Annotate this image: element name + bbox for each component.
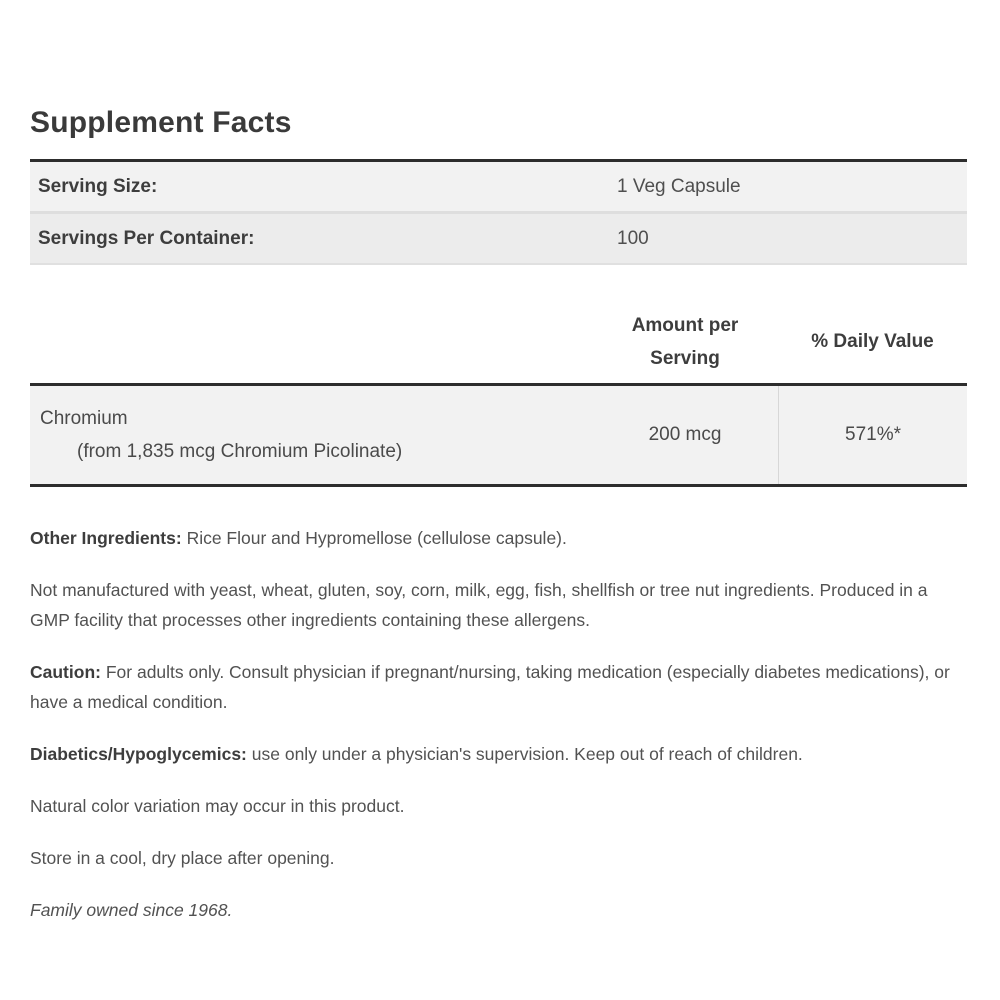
amount-per-serving-header-label: Amount per Serving xyxy=(631,314,739,369)
amount-per-serving-header xyxy=(592,309,778,375)
nutrient-table-bottom-rule xyxy=(30,484,967,487)
nutrient-source-detail: (from 1,835 mcg Chromium Picolinate) xyxy=(77,441,403,462)
other-ingredients-text: Rice Flour and Hypromellose (cellulose capsule). xyxy=(186,528,567,548)
servings-per-container-value: 100 xyxy=(617,227,649,249)
supplement-facts-title: Supplement Facts xyxy=(30,106,292,139)
serving-size-row xyxy=(30,162,967,214)
other-ingredients-paragraph xyxy=(30,523,967,553)
nutrient-name-cell xyxy=(30,386,592,484)
caution-text: For adults only. Consult physician if pregnant/nursing, taking medication (especially diabetes medications), or have a medical condition. xyxy=(30,662,950,712)
allergen-paragraph: Not manufactured with yeast, wheat, gluten, soy, corn, milk, egg, fish, shellfish or tree nut ingredients. Produced in a GMP facility that processes other ingredients containing these allergens. xyxy=(30,580,928,630)
family-owned-note: Family owned since 1968. xyxy=(30,900,233,920)
notes-section xyxy=(30,523,967,925)
nutrient-name: Chromium xyxy=(40,408,128,429)
servings-per-container-row xyxy=(30,214,967,265)
caution-label: Caution: xyxy=(30,662,101,682)
diabetics-paragraph xyxy=(30,739,967,769)
caution-paragraph xyxy=(30,657,967,717)
servings-per-container-label: Servings Per Container: xyxy=(38,227,255,249)
diabetics-label: Diabetics/Hypoglycemics: xyxy=(30,744,247,764)
daily-value-header: % Daily Value xyxy=(811,330,934,352)
serving-size-value: 1 Veg Capsule xyxy=(617,175,741,197)
color-variation-note: Natural color variation may occur in this product. xyxy=(30,796,405,816)
table-row xyxy=(30,386,967,484)
diabetics-text: use only under a physician's supervision. Keep out of reach of children. xyxy=(251,744,803,764)
nutrient-daily-value-cell: 571%* xyxy=(778,386,967,484)
serving-size-label: Serving Size: xyxy=(38,175,158,197)
storage-note: Store in a cool, dry place after opening. xyxy=(30,848,335,868)
other-ingredients-label: Other Ingredients: xyxy=(30,528,182,548)
nutrient-amount-cell: 200 mcg xyxy=(648,424,722,445)
nutrient-column-headers xyxy=(30,300,967,383)
